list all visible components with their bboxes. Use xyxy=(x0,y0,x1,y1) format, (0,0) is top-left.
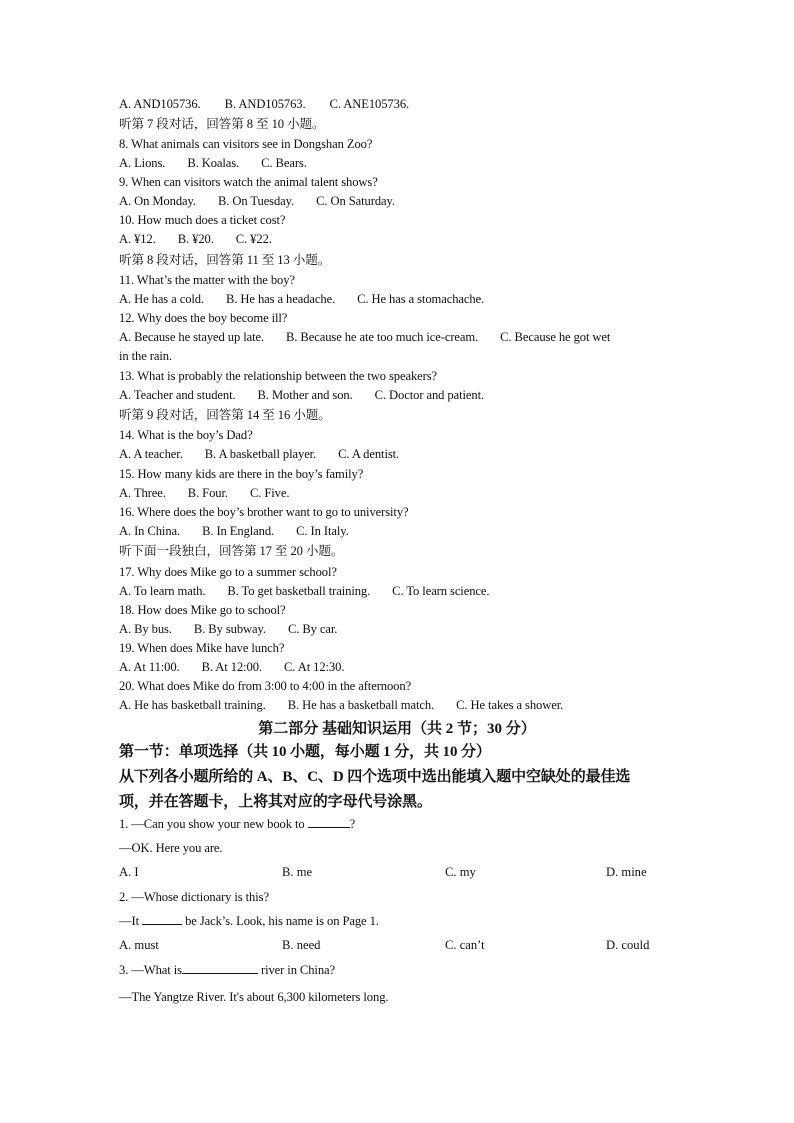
option-a: A. A teacher. xyxy=(119,447,183,461)
option-a: A. He has basketball training. xyxy=(119,698,266,712)
question-15: 15. How many kids are there in the boy’s family? xyxy=(119,467,364,481)
mc-question-3 xyxy=(119,962,335,978)
option-c: C. Doctor and patient. xyxy=(374,388,485,402)
q19-options xyxy=(119,659,344,675)
mc1-reply: —OK. Here you are. xyxy=(119,841,223,855)
option-b: B. To get basketball training. xyxy=(227,584,371,598)
question-18: 18. How does Mike go to school? xyxy=(119,603,286,617)
question-11: 11. What’s the matter with the boy? xyxy=(119,273,295,287)
mc1-question-post: ? xyxy=(349,817,356,831)
question-12: 12. Why does the boy become ill? xyxy=(119,311,288,325)
section1-instruction-line1: 从下列各小题所给的 A、B、C、D 四个选项中选出能填入题中空缺处的最佳选 xyxy=(119,769,631,785)
option-c: C. A dentist. xyxy=(338,447,400,461)
option-c: C. To learn science. xyxy=(392,584,490,598)
q13-options xyxy=(119,387,484,403)
q16-options xyxy=(119,523,349,539)
mc3-question-post: river in China? xyxy=(257,963,336,977)
mc2-reply-post: be Jack’s. Look, his name is on Page 1. xyxy=(182,914,379,928)
q9-options xyxy=(119,193,395,209)
instruction-monologue: 听下面一段独白，回答第 17 至 20 小题。 xyxy=(119,544,344,558)
option-a: A. Teacher and student. xyxy=(119,388,236,402)
q11-options xyxy=(119,291,484,307)
option-b: B. ¥20. xyxy=(177,232,214,246)
mc1-option-a: A. I xyxy=(119,865,139,879)
q14-options xyxy=(119,446,399,462)
question-10: 10. How much does a ticket cost? xyxy=(119,213,286,227)
question-9: 9. When can visitors watch the animal talent shows? xyxy=(119,175,378,189)
option-b: B. Mother and son. xyxy=(257,388,353,402)
option-b: B. At 12:00. xyxy=(201,660,262,674)
option-c: C. At 12:30. xyxy=(284,660,345,674)
option-a: A. At 11:00. xyxy=(119,660,180,674)
option-c: C. In Italy. xyxy=(296,524,349,538)
option-b: B. By subway. xyxy=(193,622,266,636)
option-a: A. On Monday. xyxy=(119,194,196,208)
option-a: A. AND105736. xyxy=(119,97,201,111)
option-a: A. He has a cold. xyxy=(119,292,205,306)
option-c: C. Five. xyxy=(249,486,290,500)
q12-option-c-continued: in the rain. xyxy=(119,349,173,363)
mc2-option-b: B. need xyxy=(282,938,321,952)
option-c: C. By car. xyxy=(287,622,338,636)
option-b: B. In England. xyxy=(202,524,275,538)
option-c: C. Because he got wet xyxy=(500,330,611,344)
answer-blank xyxy=(142,913,182,925)
mc3-reply: —The Yangtze River. It's about 6,300 kilometers long. xyxy=(119,990,389,1004)
option-b: B. AND105763. xyxy=(224,97,306,111)
option-b: B. Koalas. xyxy=(187,156,240,170)
q15-options xyxy=(119,485,289,501)
option-a: A. By bus. xyxy=(119,622,172,636)
option-c: C. On Saturday. xyxy=(316,194,395,208)
option-a: A. Lions. xyxy=(119,156,166,170)
option-a: A. ¥12. xyxy=(119,232,156,246)
q20-options xyxy=(119,697,563,713)
section1-title: 第一节：单项选择（共 10 小题，每小题 1 分，共 10 分） xyxy=(119,744,491,760)
mc2-option-d: D. could xyxy=(606,938,650,952)
option-a: A. Because he stayed up late. xyxy=(119,330,265,344)
option-b: B. Because he ate too much ice-cream. xyxy=(286,330,479,344)
option-a: A. In China. xyxy=(119,524,181,538)
mc2-reply-pre: —It xyxy=(119,914,143,928)
question-16: 16. Where does the boy’s brother want to go to university? xyxy=(119,505,409,519)
option-c: C. He has a stomachache. xyxy=(357,292,485,306)
part2-title: 第二部分 基础知识运用（共 2 节；30 分） xyxy=(258,721,536,737)
question-20: 20. What does Mike do from 3:00 to 4:00 in the afternoon? xyxy=(119,679,412,693)
q12-options xyxy=(119,329,610,345)
mc2-reply xyxy=(119,913,379,929)
mc1-question-pre: 1. —Can you show your new book to xyxy=(119,817,308,831)
option-c: C. ANE105736. xyxy=(329,97,410,111)
option-b: B. On Tuesday. xyxy=(217,194,295,208)
mc-question-1 xyxy=(119,816,355,832)
option-c: C. He takes a shower. xyxy=(456,698,564,712)
q17-options xyxy=(119,583,489,599)
q7-options xyxy=(119,96,409,112)
question-8: 8. What animals can visitors see in Dongshan Zoo? xyxy=(119,137,373,151)
mc1-option-b: B. me xyxy=(282,865,313,879)
question-13: 13. What is probably the relationship between the two speakers? xyxy=(119,369,438,383)
option-a: A. To learn math. xyxy=(119,584,206,598)
mc2-option-c: C. can’t xyxy=(445,938,485,952)
option-b: B. He has a basketball match. xyxy=(287,698,435,712)
question-17: 17. Why does Mike go to a summer school? xyxy=(119,565,337,579)
q18-options xyxy=(119,621,337,637)
answer-blank xyxy=(182,962,258,974)
answer-blank xyxy=(308,816,350,828)
instruction-dialog-7: 听第 7 段对话，回答第 8 至 10 小题。 xyxy=(119,117,325,131)
section1-instruction-line2: 项，并在答题卡，上将其对应的字母代号涂黑。 xyxy=(119,794,432,810)
option-c: C. ¥22. xyxy=(235,232,272,246)
mc-question-2: 2. —Whose dictionary is this? xyxy=(119,890,269,904)
instruction-dialog-9: 听第 9 段对话，回答第 14 至 16 小题。 xyxy=(119,408,331,422)
option-b: B. A basketball player. xyxy=(204,447,317,461)
option-a: A. Three. xyxy=(119,486,166,500)
q10-options xyxy=(119,231,272,247)
question-19: 19. When does Mike have lunch? xyxy=(119,641,285,655)
option-c: C. Bears. xyxy=(261,156,307,170)
mc1-option-c: C. my xyxy=(445,865,476,879)
question-14: 14. What is the boy’s Dad? xyxy=(119,428,253,442)
mc2-option-a: A. must xyxy=(119,938,159,952)
mc1-option-d: D. mine xyxy=(606,865,647,879)
instruction-dialog-8: 听第 8 段对话，回答第 11 至 13 小题。 xyxy=(119,253,331,267)
option-b: B. He has a headache. xyxy=(226,292,336,306)
q8-options xyxy=(119,155,307,171)
mc3-question-pre: 3. —What is xyxy=(119,963,182,977)
option-b: B. Four. xyxy=(187,486,228,500)
